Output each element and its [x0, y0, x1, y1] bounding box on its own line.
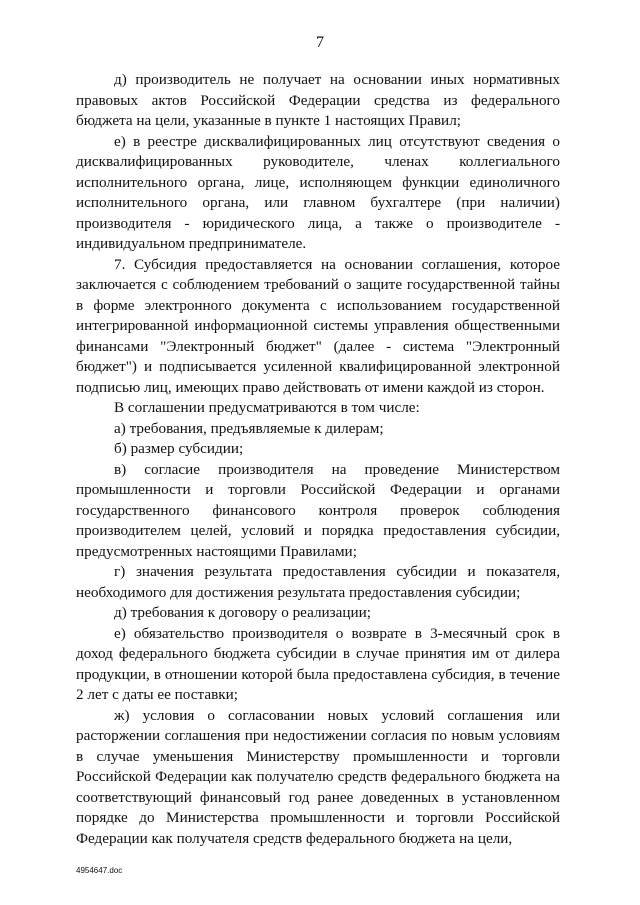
paragraph-7-subsidy-agreement: 7. Субсидия предоставляется на основании соглашения, которое заключается с соблюдением требований о защите государственной тайны в форме электронного документа с использованием государственной интегрированной информационной системы управления общественными финансами "Электронный бюджет" (далее - система "Электронный бюджет") и подписывается усиленной квалифицированной электронной подписью лиц, имеющих право действовать от имени каждой из сторон. [76, 255, 560, 396]
paragraph-e-disqualified-registry: е) в реестре дисквалифицированных лиц отсутствуют сведения о дисквалифицированных руководителе, членах коллегиального исполнительного органа, лице, исполняющем функции единоличного исполнительного органа, или главном бухгалтере (при наличии) производителя - юридического лица, а также о производителе - индивидуальном предпринимателе. [76, 132, 560, 252]
list-item-g: г) значения результата предоставления субсидии и показателя, необходимого для достижения результата предоставления субсидии; [76, 563, 560, 601]
page-number: 7 [316, 34, 324, 51]
list-item-a: а) требования, предъявляемые к дилерам; [114, 419, 384, 437]
list-item-e: е) обязательство производителя о возврате в 3-месячный срок в доход федерального бюджета субсидии в случае принятия им от дилера продукции, в отношении которой была предоставлена субсидия, в течение 2 лет с даты ее поставки; [76, 624, 560, 703]
list-item-b: б) размер субсидии; [114, 440, 244, 457]
file-reference: 4954647.doc [76, 866, 123, 875]
paragraph-d-no-other-funding: д) производитель не получает на основании иных нормативных правовых актов Российской Федерации средства из федерального бюджета на цели, указанные в пункте 1 настоящих Правил; [76, 71, 560, 129]
paragraph-agreement-provisions: В соглашении предусматриваются в том числе: [114, 399, 420, 416]
list-item-v: в) согласие производителя на проведение Министерством промышленности и торговли Российской Федерации и органами государственного финансового контроля проверок соблюдения производителем целей, условий и порядка предоставления субсидии, предусмотренных настоящими Правилами; [76, 460, 560, 560]
list-item-d: д) требования к договору о реализации; [114, 604, 372, 621]
document-body [76, 70, 560, 849]
list-item-zh: ж) условия о согласовании новых условий соглашения или расторжении соглашения при недостижении согласия по новым условиям в случае уменьшения Министерству промышленности и торговли Российской Федерации как получателю средств федерального бюджета на соответствующий финансовый год ранее доведенных в установленном порядке до Министерства промышленности и торговли Российской Федерации как получателя средств федерального бюджета на цели, [76, 706, 560, 847]
